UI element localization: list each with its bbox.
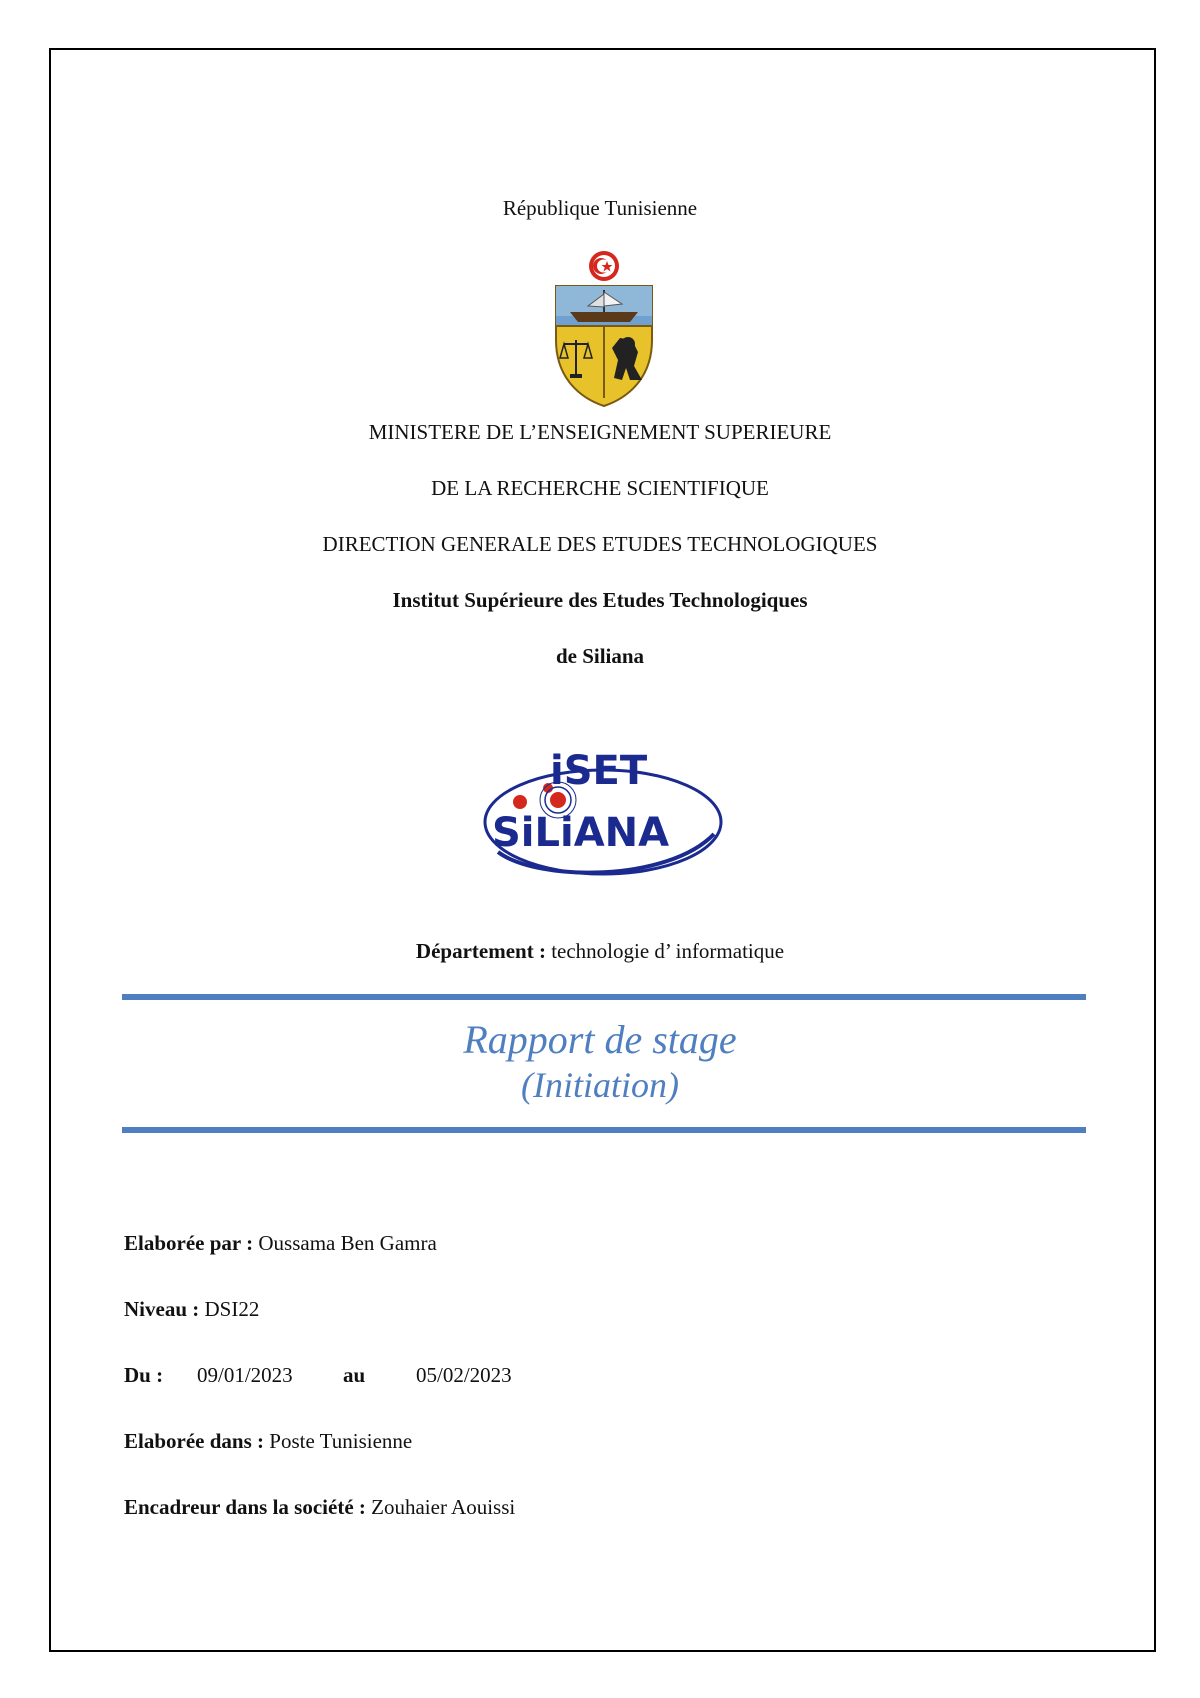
level-label: Niveau :	[124, 1297, 200, 1321]
company-line	[124, 1429, 412, 1454]
from-label: Du :	[124, 1363, 164, 1387]
level-line	[124, 1297, 259, 1322]
department-value: technologie d’ informatique	[551, 939, 785, 963]
from-value: 09/01/2023	[197, 1363, 293, 1387]
coat-of-arms-emblem	[548, 248, 660, 410]
institute-line-2: de Siliana	[555, 644, 645, 668]
dates-line	[124, 1363, 163, 1388]
author-line	[124, 1231, 437, 1256]
ministry-line-2: DE LA RECHERCHE SCIENTIFIQUE	[431, 476, 769, 500]
author-value: Oussama Ben Gamra	[258, 1231, 437, 1255]
level-value: DSI22	[204, 1297, 260, 1321]
company-label: Elaborée dans :	[124, 1429, 265, 1453]
bottom-rule	[122, 1127, 1086, 1133]
department-line	[0, 939, 1200, 964]
department-label: Département :	[415, 939, 546, 963]
ministry-line-1: MINISTERE DE L’ENSEIGNEMENT SUPERIEURE	[368, 420, 832, 444]
iset-siliana-logo	[478, 742, 728, 882]
report-subtitle: (Initiation)	[521, 1065, 679, 1105]
supervisor-value: Zouhaier Aouissi	[371, 1495, 516, 1519]
to-value: 05/02/2023	[416, 1363, 512, 1387]
top-rule	[122, 994, 1086, 1000]
to-label: au	[343, 1363, 366, 1387]
supervisor-line	[124, 1495, 515, 1520]
report-title: Rapport de stage	[463, 1017, 737, 1062]
supervisor-label: Encadreur dans la société :	[124, 1495, 366, 1519]
author-label: Elaborée par :	[124, 1231, 254, 1255]
company-value: Poste Tunisienne	[269, 1429, 413, 1453]
logo-line-2: SiLiANA	[492, 810, 670, 856]
direction-line: DIRECTION GENERALE DES ETUDES TECHNOLOGIQUES	[322, 532, 878, 556]
institute-line-1: Institut Supérieure des Etudes Technologiques	[392, 588, 808, 612]
logo-line-1: iSET	[550, 748, 648, 794]
republic-heading: République Tunisienne	[502, 196, 698, 220]
